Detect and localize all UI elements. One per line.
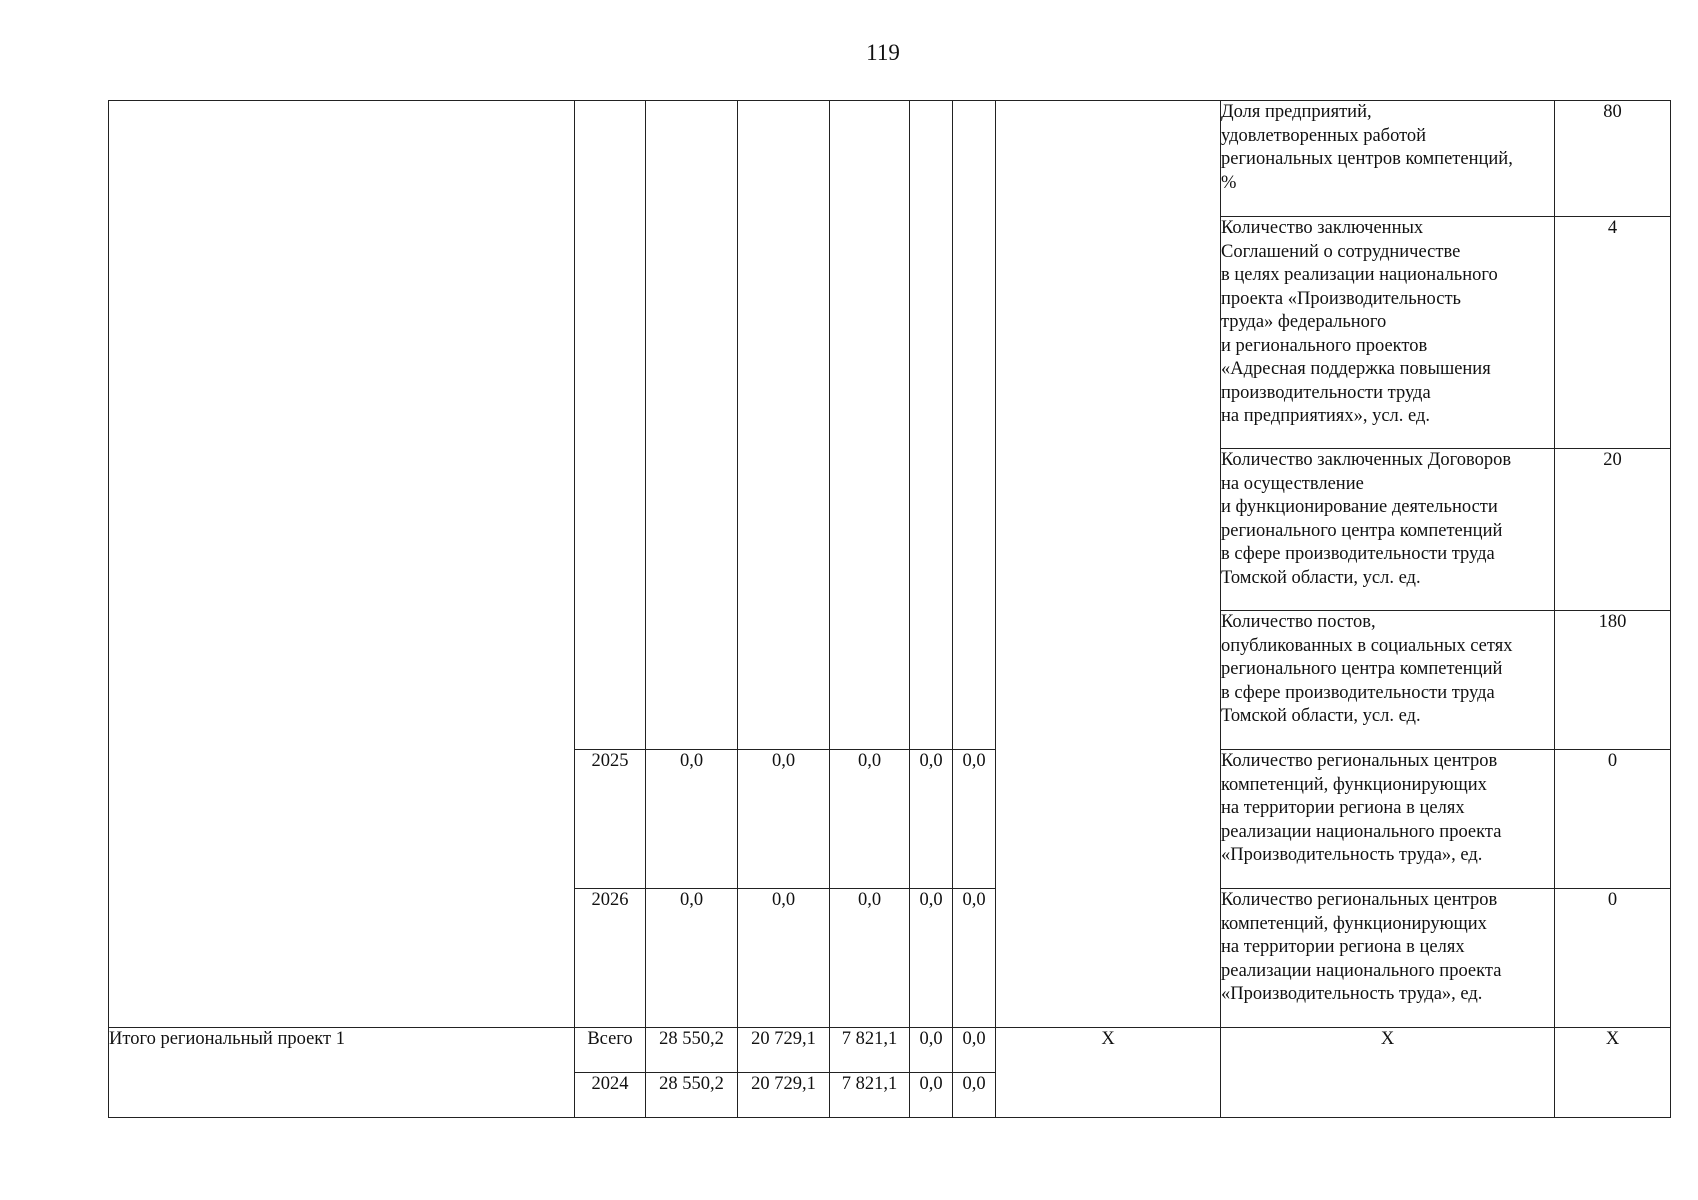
year-cell: 2024 — [575, 1073, 646, 1118]
x-mark: X — [1221, 1028, 1555, 1118]
other-cell: 0,0 — [953, 1073, 996, 1118]
indicator-value: 0 — [1555, 750, 1671, 889]
total-cell: 0,0 — [646, 750, 738, 889]
indicator-value: 80 — [1555, 101, 1671, 217]
table-row — [109, 1028, 1671, 1073]
municipal-cell: 0,0 — [910, 1073, 953, 1118]
total-cell: 28 550,2 — [646, 1028, 738, 1073]
municipal-cell: 0,0 — [910, 1028, 953, 1073]
indicator-value: 20 — [1555, 449, 1671, 611]
federal-cell: 0,0 — [738, 750, 830, 889]
result-cell — [996, 101, 1221, 1028]
indicator-name: Количество заключенных Договоров на осуществление и функционирование деятельности регионального центра компетенций в сфере производительности труда Томской области, усл. ед. — [1221, 449, 1555, 611]
federal-cell: 20 729,1 — [738, 1073, 830, 1118]
year-cell: 2025 — [575, 750, 646, 889]
other-cell: 0,0 — [953, 1028, 996, 1073]
year-cell: 2026 — [575, 889, 646, 1028]
federal-cell: 0,0 — [738, 889, 830, 1028]
total-cell: 0,0 — [646, 889, 738, 1028]
x-mark: X — [1555, 1028, 1671, 1118]
other-cell: 0,0 — [953, 750, 996, 889]
indicator-value: 0 — [1555, 889, 1671, 1028]
regional-cell: 0,0 — [830, 889, 910, 1028]
regional-cell: 0,0 — [830, 750, 910, 889]
municipal-cell: 0,0 — [910, 889, 953, 1028]
other-cell: 0,0 — [953, 889, 996, 1028]
total-cell: 28 550,2 — [646, 1073, 738, 1118]
page-number: 119 — [866, 40, 900, 65]
federal-cell: 20 729,1 — [738, 1028, 830, 1073]
year-cell: Всего — [575, 1028, 646, 1073]
indicator-value: 180 — [1555, 611, 1671, 750]
table-row — [109, 101, 1671, 217]
total-label: Итого региональный проект 1 — [109, 1028, 575, 1118]
project-name-cell — [109, 101, 575, 1028]
regional-cell: 7 821,1 — [830, 1073, 910, 1118]
budget-table — [108, 100, 1671, 1118]
x-mark: X — [996, 1028, 1221, 1118]
indicator-name: Количество постов, опубликованных в социальных сетях регионального центра компетенций в сфере производительности труда Томской области, усл. ед. — [1221, 611, 1555, 750]
indicator-name: Количество региональных центров компетенций, функционирующих на территории региона в целях реализации национального проекта «Производительность труда», ед. — [1221, 750, 1555, 889]
indicator-name: Доля предприятий, удовлетворенных работой региональных центров компетенций, % — [1221, 101, 1555, 217]
regional-cell: 7 821,1 — [830, 1028, 910, 1073]
indicator-name: Количество заключенных Соглашений о сотрудничестве в целях реализации национального проекта «Производительность труда» федерального и регионального проектов «Адресная поддержка повышения производительности труда на предприятиях», усл. ед. — [1221, 217, 1555, 449]
indicator-value: 4 — [1555, 217, 1671, 449]
indicator-name: Количество региональных центров компетенций, функционирующих на территории региона в целях реализации национального проекта «Производительность труда», ед. — [1221, 889, 1555, 1028]
municipal-cell: 0,0 — [910, 750, 953, 889]
